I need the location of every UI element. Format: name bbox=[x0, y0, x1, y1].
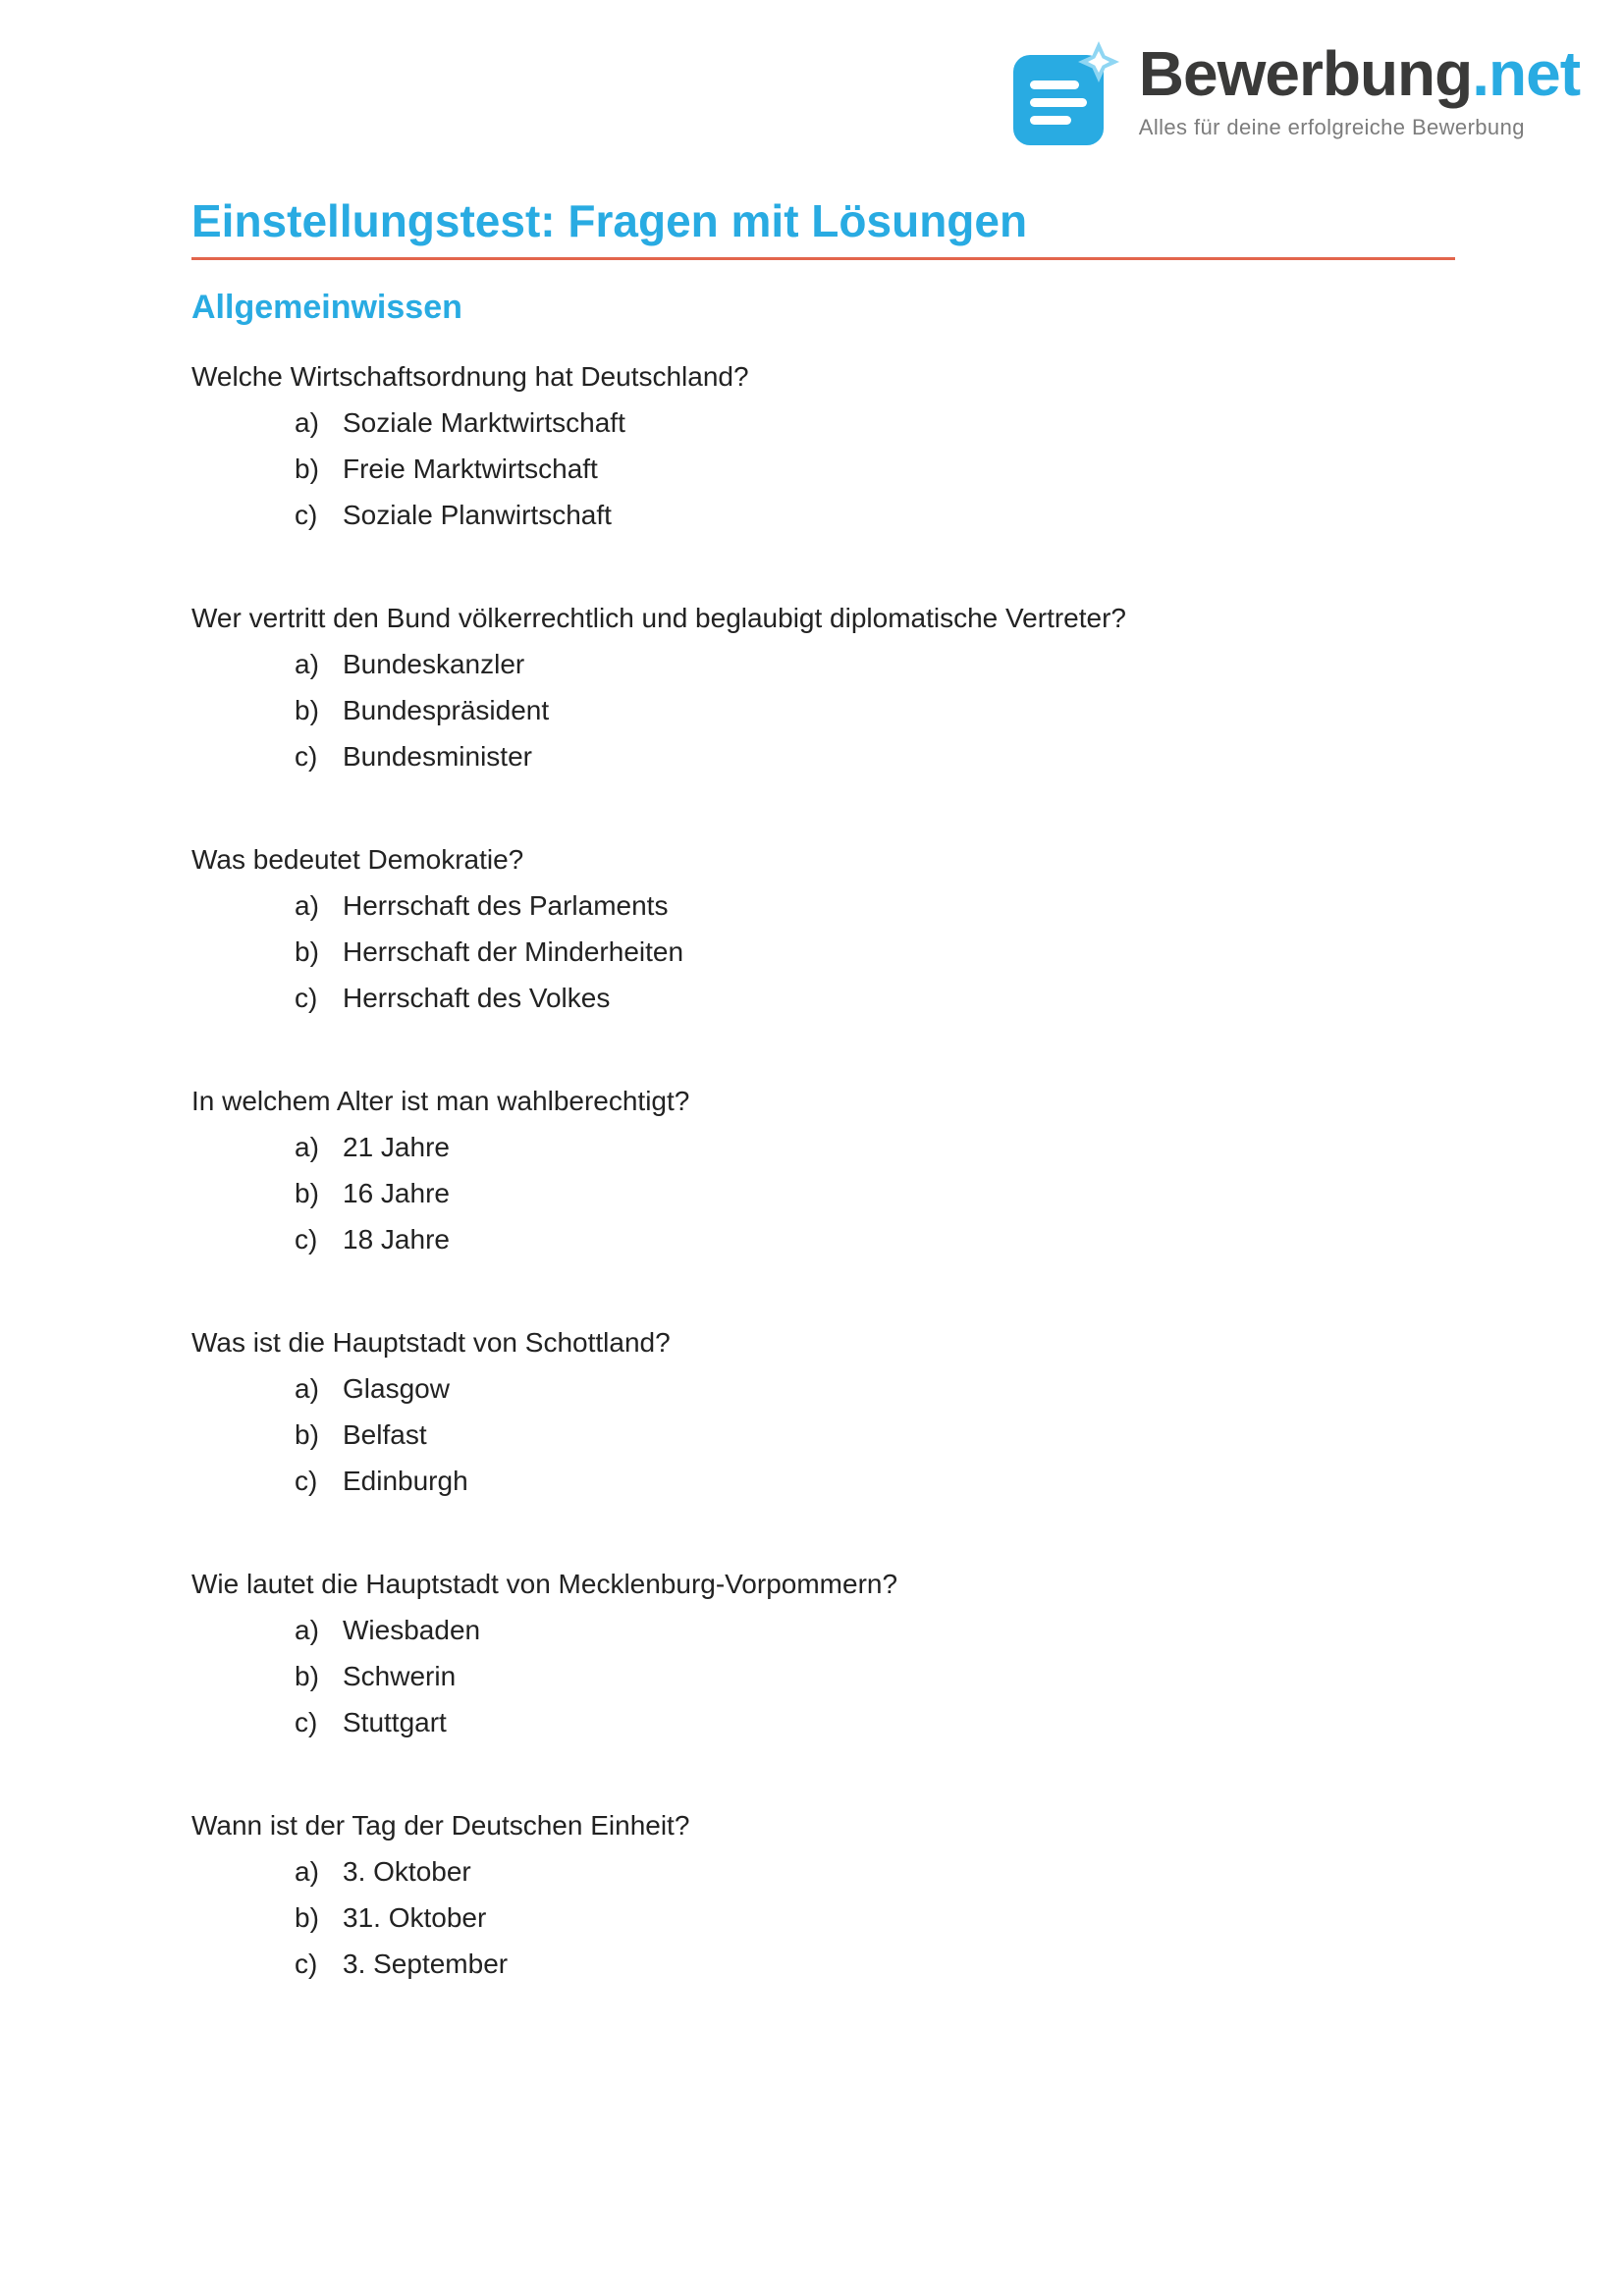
answer-option bbox=[191, 400, 1458, 446]
answer-option bbox=[191, 1848, 1458, 1895]
option-letter: c) bbox=[295, 1949, 318, 1979]
answer-option bbox=[191, 1941, 1458, 1987]
question-text: Wie lautet die Hauptstadt von Mecklenburg-Vorpommern? bbox=[191, 1569, 898, 1599]
page-title: Einstellungstest: Fragen mit Lösungen bbox=[191, 195, 1028, 246]
option-letter: a) bbox=[295, 407, 319, 438]
question-block bbox=[191, 1561, 1458, 1745]
question-text: Was bedeutet Demokratie? bbox=[191, 844, 524, 875]
option-letter: a) bbox=[295, 1132, 319, 1162]
options-list bbox=[191, 882, 1458, 1021]
option-text: 31. Oktober bbox=[343, 1902, 487, 1933]
question-text: Welche Wirtschaftsordnung hat Deutschland? bbox=[191, 361, 749, 392]
option-text: 21 Jahre bbox=[343, 1132, 450, 1162]
answer-option bbox=[191, 1699, 1458, 1745]
option-text: Belfast bbox=[343, 1419, 427, 1450]
question-text: Wer vertritt den Bund völkerrechtlich und beglaubigt diplomatische Vertreter? bbox=[191, 603, 1126, 633]
question-block bbox=[191, 1802, 1458, 1987]
question-block bbox=[191, 595, 1458, 779]
option-letter: c) bbox=[295, 1466, 318, 1496]
answer-option bbox=[191, 641, 1458, 687]
option-letter: a) bbox=[295, 1856, 319, 1887]
option-text: 3. September bbox=[343, 1949, 509, 1979]
answer-option bbox=[191, 733, 1458, 779]
option-text: Schwerin bbox=[343, 1661, 457, 1691]
option-letter: b) bbox=[295, 695, 319, 725]
brand-name-dark: Bewerbung bbox=[1138, 38, 1473, 109]
questions-list bbox=[191, 353, 1458, 2044]
option-text: Bundeskanzler bbox=[343, 649, 525, 679]
option-text: 16 Jahre bbox=[343, 1178, 450, 1208]
answer-option bbox=[191, 1653, 1458, 1699]
option-letter: c) bbox=[295, 741, 318, 772]
option-letter: a) bbox=[295, 649, 319, 679]
options-list bbox=[191, 1848, 1458, 1987]
option-text: Freie Marktwirtschaft bbox=[343, 454, 598, 484]
question-text: In welchem Alter ist man wahlberechtigt? bbox=[191, 1086, 690, 1116]
option-letter: b) bbox=[295, 1419, 319, 1450]
option-text: Bundesminister bbox=[343, 741, 532, 772]
answer-option bbox=[191, 1216, 1458, 1262]
answer-option bbox=[191, 1607, 1458, 1653]
option-text: Edinburgh bbox=[343, 1466, 468, 1496]
options-list bbox=[191, 1607, 1458, 1745]
options-list bbox=[191, 641, 1458, 779]
option-text: Glasgow bbox=[343, 1373, 450, 1404]
notepad-sparkle-icon bbox=[1011, 41, 1119, 151]
brand-name-accent: .net bbox=[1472, 38, 1580, 109]
options-list bbox=[191, 1124, 1458, 1262]
answer-option bbox=[191, 687, 1458, 733]
option-letter: b) bbox=[295, 1178, 319, 1208]
option-letter: c) bbox=[295, 500, 318, 530]
option-text: Wiesbaden bbox=[343, 1615, 481, 1645]
question-text: Was ist die Hauptstadt von Schottland? bbox=[191, 1327, 671, 1358]
option-text: Herrschaft der Minderheiten bbox=[343, 936, 684, 967]
answer-option bbox=[191, 492, 1458, 538]
option-letter: b) bbox=[295, 454, 319, 484]
option-letter: a) bbox=[295, 1615, 319, 1645]
question-block bbox=[191, 353, 1458, 538]
option-letter: b) bbox=[295, 936, 319, 967]
option-letter: b) bbox=[295, 1661, 319, 1691]
brand-logo bbox=[1011, 38, 1580, 151]
question-text: Wann ist der Tag der Deutschen Einheit? bbox=[191, 1810, 690, 1841]
answer-option bbox=[191, 882, 1458, 929]
option-text: Herrschaft des Parlaments bbox=[343, 890, 669, 921]
question-block bbox=[191, 836, 1458, 1021]
option-letter: a) bbox=[295, 1373, 319, 1404]
option-text: Stuttgart bbox=[343, 1707, 447, 1737]
option-letter: c) bbox=[295, 983, 318, 1013]
option-text: Herrschaft des Volkes bbox=[343, 983, 611, 1013]
answer-option bbox=[191, 1365, 1458, 1412]
option-letter: c) bbox=[295, 1707, 318, 1737]
title-divider bbox=[191, 257, 1455, 260]
option-letter: c) bbox=[295, 1224, 318, 1255]
answer-option bbox=[191, 929, 1458, 975]
options-list bbox=[191, 400, 1458, 538]
answer-option bbox=[191, 1895, 1458, 1941]
option-text: 18 Jahre bbox=[343, 1224, 450, 1255]
answer-option bbox=[191, 1170, 1458, 1216]
answer-option bbox=[191, 1124, 1458, 1170]
options-list bbox=[191, 1365, 1458, 1504]
option-text: Bundespräsident bbox=[343, 695, 550, 725]
answer-option bbox=[191, 975, 1458, 1021]
answer-option bbox=[191, 1458, 1458, 1504]
brand-name bbox=[1138, 38, 1580, 109]
option-text: Soziale Marktwirtschaft bbox=[343, 407, 625, 438]
answer-option bbox=[191, 446, 1458, 492]
answer-option bbox=[191, 1412, 1458, 1458]
question-block bbox=[191, 1078, 1458, 1262]
option-letter: a) bbox=[295, 890, 319, 921]
option-letter: b) bbox=[295, 1902, 319, 1933]
brand-text-block bbox=[1138, 38, 1580, 140]
question-block bbox=[191, 1319, 1458, 1504]
option-text: 3. Oktober bbox=[343, 1856, 471, 1887]
brand-tagline: Alles für deine erfolgreiche Bewerbung bbox=[1138, 115, 1525, 140]
section-heading: Allgemeinwissen bbox=[191, 289, 462, 326]
option-text: Soziale Planwirtschaft bbox=[343, 500, 612, 530]
